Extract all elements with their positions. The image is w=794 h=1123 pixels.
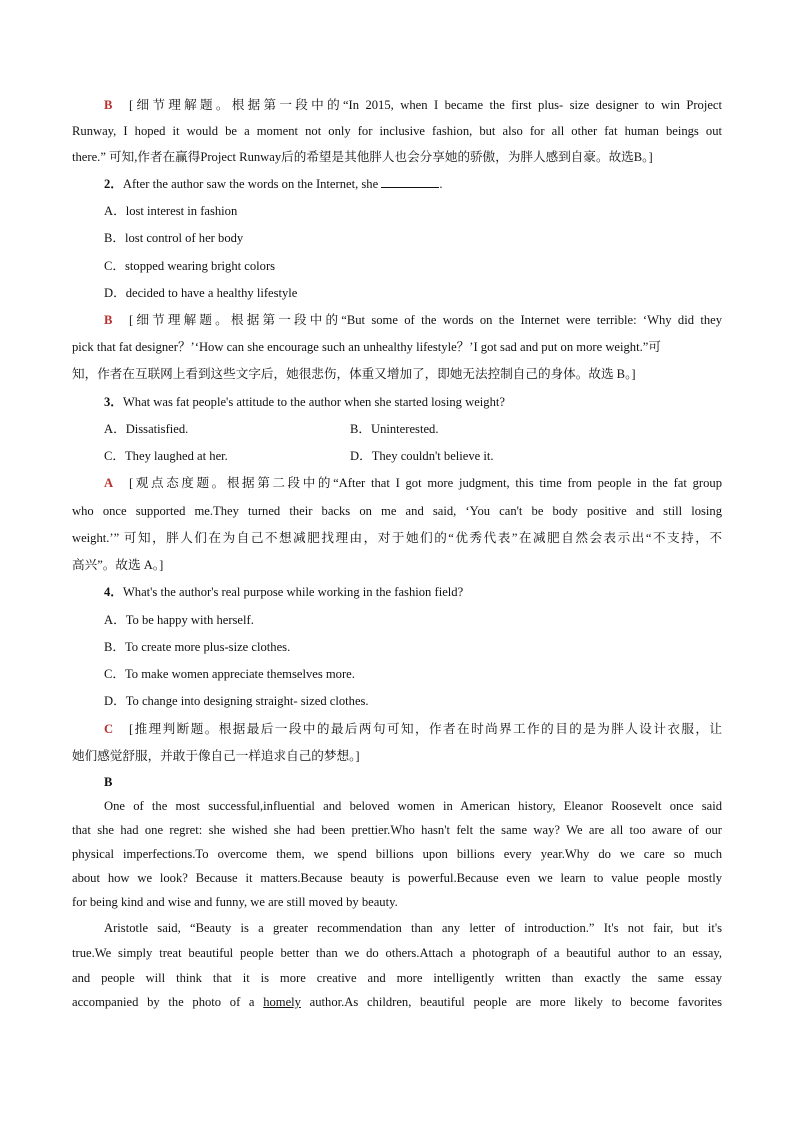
q4-option-a: A．To be happy with herself. xyxy=(104,613,254,627)
q2-explanation-line-3: 知，作者在互联网上看到这些文字后，她很悲伤，体重又增加了，即她无法控制自己的身体。故选 B。] xyxy=(72,367,636,381)
paragraph-2-line-3: and people will think that it is more creative and more intelligently written than exactly the same essay xyxy=(72,971,722,985)
q2-number: 2． xyxy=(104,177,123,191)
q4-option-d: D．To change into designing straight- sized clothes. xyxy=(104,694,369,708)
q2-option-a: A．lost interest in fashion xyxy=(104,204,238,218)
q3-option-d: D．They couldn't believe it. xyxy=(350,449,494,463)
paragraph-2-line-4: accompanied by the photo of a homely author.As children, beautiful people are more likely to become favorites xyxy=(72,995,722,1009)
q2-explanation-line-1: B [细节理解题。根据第一段中的“But some of the words on the Internet were terrible: ‘Why did they xyxy=(104,313,722,327)
q3-explanation-line-2: who once supported me.They turned their backs on me and said, ‘You can't be body positive and still losing xyxy=(72,504,722,518)
q1-explanation-line-1: B [细节理解题。根据第一段中的“In 2015, when I became the first plus- size designer to win Project xyxy=(104,98,722,112)
paragraph-1-line-1: One of the most successful,influential and beloved women in American history, Eleanor Roosevelt once said xyxy=(104,799,722,813)
q2-stem: 2．After the author saw the words on the Internet, she . xyxy=(104,177,443,191)
q4-option-c: C．To make women appreciate themselves more. xyxy=(104,667,355,681)
q1-explanation-line-3: there.” 可知,作者在赢得Project Runway后的希望是其他胖人也会分享她的骄傲，为胖人感到自豪。故选B。] xyxy=(72,150,653,164)
q3-options-row-2 xyxy=(104,447,722,465)
paragraph-2-line-1: Aristotle said, “Beauty is a greater recommendation than any letter of introduction.” It's not fair, but it's xyxy=(104,921,722,935)
q4-explanation-line-1: C [推理判断题。根据最后一段中的最后两句可知，作者在时尚界工作的目的是为胖人设计衣服，让 xyxy=(104,722,722,736)
q3-stem: 3．What was fat people's attitude to the author when she started losing weight? xyxy=(104,395,505,409)
q1-explanation-line-2: Runway, I hoped it would be a moment not only for inclusive fashion, but also for all other fat human beings out xyxy=(72,124,722,138)
q4-option-b: B．To create more plus-size clothes. xyxy=(104,640,291,654)
paragraph-1-line-4: about how we look? Because it matters.Because beauty is powerful.Because even we learn to value people mostly xyxy=(72,871,722,885)
paragraph-1-line-2: that she had one regret: she wished she had been prettier.Who hasn't felt the same way? We are all too aware of our xyxy=(72,823,722,837)
q3-option-a: A．Dissatisfied. xyxy=(104,422,189,436)
q4-stem: 4．What's the author's real purpose while working in the fashion field? xyxy=(104,585,464,599)
q4-number: 4． xyxy=(104,585,123,599)
q1-answer: B xyxy=(104,98,113,112)
section-heading: B xyxy=(104,775,113,789)
q2-option-d: D．decided to have a healthy lifestyle xyxy=(104,286,298,300)
paragraph-1-line-5: for being kind and wise and funny, we are still moved by beauty. xyxy=(72,895,398,909)
q3-option-c: C．They laughed at her. xyxy=(104,449,228,463)
q2-option-c: C．stopped wearing bright colors xyxy=(104,259,276,273)
q2-blank xyxy=(381,175,439,188)
q2-answer: B xyxy=(104,313,113,327)
q2-explanation-line-2: pick that fat designer？’‘How can she encourage such an unhealthy lifestyle？’I got sad and put on more weight.”可 xyxy=(72,340,661,354)
underlined-word: homely xyxy=(263,995,301,1009)
q3-explanation-line-4: 高兴”。故选 A。] xyxy=(72,558,164,572)
q3-explanation-line-1: A [观点态度题。根据第二段中的“After that I got more judgment, this time from people in the fat group xyxy=(104,476,722,490)
q3-number: 3． xyxy=(104,395,123,409)
q4-explanation-line-2: 她们感觉舒服，并敢于像自己一样追求自己的梦想。] xyxy=(72,749,360,763)
q4-answer: C xyxy=(104,722,114,736)
q3-explanation-line-3: weight.’” 可知，胖人们在为自己不想减肥找理由，对于她们的“优秀代表”在减肥自然会表示出“不支持，不 xyxy=(72,531,722,545)
q3-answer: A xyxy=(104,476,114,490)
paragraph-1-line-3: physical imperfections.To overcome them, we spend billions upon billions every year.Why do we care so much xyxy=(72,847,722,861)
q3-option-b: B．Uninterested. xyxy=(350,422,439,436)
q2-option-b: B．lost control of her body xyxy=(104,231,244,245)
paragraph-2-line-2: true.We simply treat beautiful people better than we do others.Attach a photograph of a beautiful author to an essay, xyxy=(72,946,722,960)
q3-options-row-1 xyxy=(104,420,722,438)
